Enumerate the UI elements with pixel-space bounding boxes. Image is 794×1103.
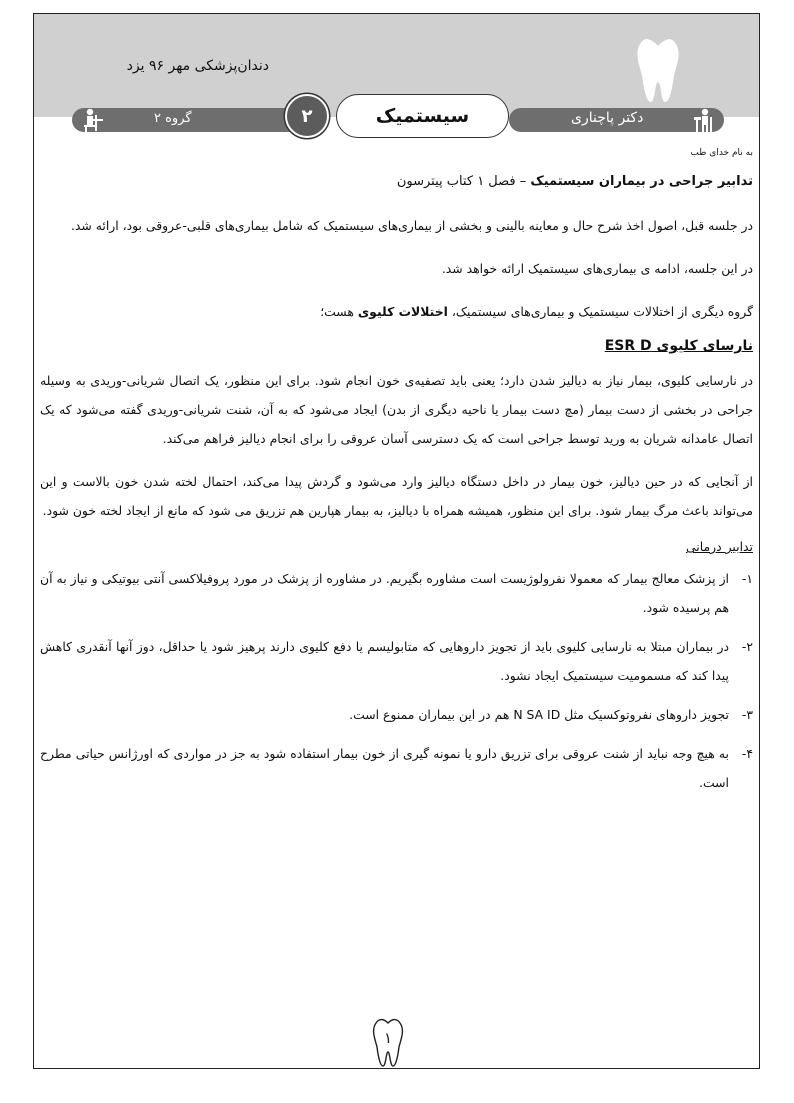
person-at-lectern-icon <box>691 107 715 133</box>
group-sentence-bold: اختلالات کلیوی <box>357 304 448 319</box>
bismillah-line: به نام خدای طب <box>690 148 753 158</box>
list-item-number: ۲- <box>741 639 753 654</box>
list-item-text: در بیماران مبتلا به نارسایی کلیوی باید از تجویز داروهایی که متابولیسم یا دفع کلیوی دارند پرهیز شود یا حداقل، دوز آنها آنقدری کاهش پیدا کند که مسمومیت سیستمیک ایجاد نشود. <box>40 639 729 683</box>
person-at-desk-icon <box>81 107 105 133</box>
list-item <box>40 700 753 729</box>
page-number: ۱ <box>383 1029 393 1047</box>
lesson-title-main: تدابیر جراحی در بیماران سیستمیک <box>530 174 753 189</box>
course-title: دندان‌پزشکی مهر ۹۶ یزد <box>126 58 269 74</box>
session-number-badge: ۲ <box>285 94 329 138</box>
lesson-title-source: – فصل ۱ کتاب پیترسون <box>396 174 531 189</box>
section-heading: نارسای کلیوی ESR D <box>604 338 753 354</box>
tooth-logo-icon <box>632 36 684 108</box>
body-paragraph: از آنجایی که در حین دیالیز، خون بیمار در داخل دستگاه دیالیز وارد می‌شود و گردش پیدا می‌کند، احتمال لخته شدن خون بالاست و این می‌تواند باعث مرگ بیمار شود. برای این منظور، همیشه همراه با دیالیز، به بیمار هپارین هم تزریق می شود که مانع از ایجاد لخته خون شود. <box>40 474 753 518</box>
body-paragraph: در نارسایی کلیوی، بیمار نیاز به دیالیز شدن دارد؛ یعنی باید تصفیه‌ی خون انجام شود. برای این منظور، یک اتصال شریانی-وریدی به وسیله جراحی در بخشی از دست بیمار (مچ دست بیمار یا ناحیه دیگری از بدن) ایجاد می‌شود که به آن، شنت شریانی-وریدی گفته می‌شود که یک اتصال عامدانه شریان به ورید توسط جراحی است که یک دسترسی آسان عروقی را برای انجام دیالیز فراهم می‌کند. <box>40 373 753 446</box>
group-sentence <box>40 297 753 326</box>
page-content <box>40 148 753 807</box>
list-item-number: ۴- <box>741 746 753 761</box>
treatment-subheading: تدابیر درمانی <box>685 539 753 554</box>
header-bar-left <box>72 108 312 132</box>
subject-title: سیستمیک <box>336 94 509 138</box>
list-item-text: به هیچ وجه نباید از شنت عروقی برای تزریق دارو یا نمونه گیری از خون بیمار استفاده شود به جز در مواردی که اورژانس حیاتی مطرح است. <box>40 746 729 790</box>
group-sentence-end: هست؛ <box>320 304 358 319</box>
list-item-number: ۱- <box>741 571 753 586</box>
group-sentence-start: گروه دیگری از اختلالات سیستمیک و بیماری‌های سیستمیک، <box>447 304 753 319</box>
list-item <box>40 739 753 797</box>
page-number-tooth-icon <box>369 1017 407 1069</box>
list-item-text: از پزشک معالج بیمار که معمولا نفرولوژیست است مشاوره بگیریم. در مشاوره از پزشک در مورد پروفیلاکسی آنتی بیوتیکی و نیاز به آن هم پرسیده شود. <box>40 571 729 615</box>
list-item <box>40 632 753 690</box>
list-item <box>40 564 753 622</box>
intro-paragraph: در جلسه قبل، اصول اخذ شرح حال و معاینه بالینی و بخشی از بیماری‌های سیستمیک که شامل بیماری‌های قلبی-عروقی بود، ارائه شد. <box>70 218 753 233</box>
list-item-text: تجویز داروهای نفروتوکسیک مثل N SA ID هم در این بیماران ممنوع است. <box>349 707 729 722</box>
page-frame <box>33 13 760 1069</box>
lesson-title <box>40 174 753 189</box>
list-item-number: ۳- <box>741 707 753 722</box>
instructor-name: دکتر پاچناری <box>571 110 644 126</box>
intro-paragraph: در این جلسه، ادامه ی بیماری‌های سیستمیک ارائه خواهد شد. <box>441 261 753 276</box>
group-label: گروه ۲ <box>154 111 192 126</box>
